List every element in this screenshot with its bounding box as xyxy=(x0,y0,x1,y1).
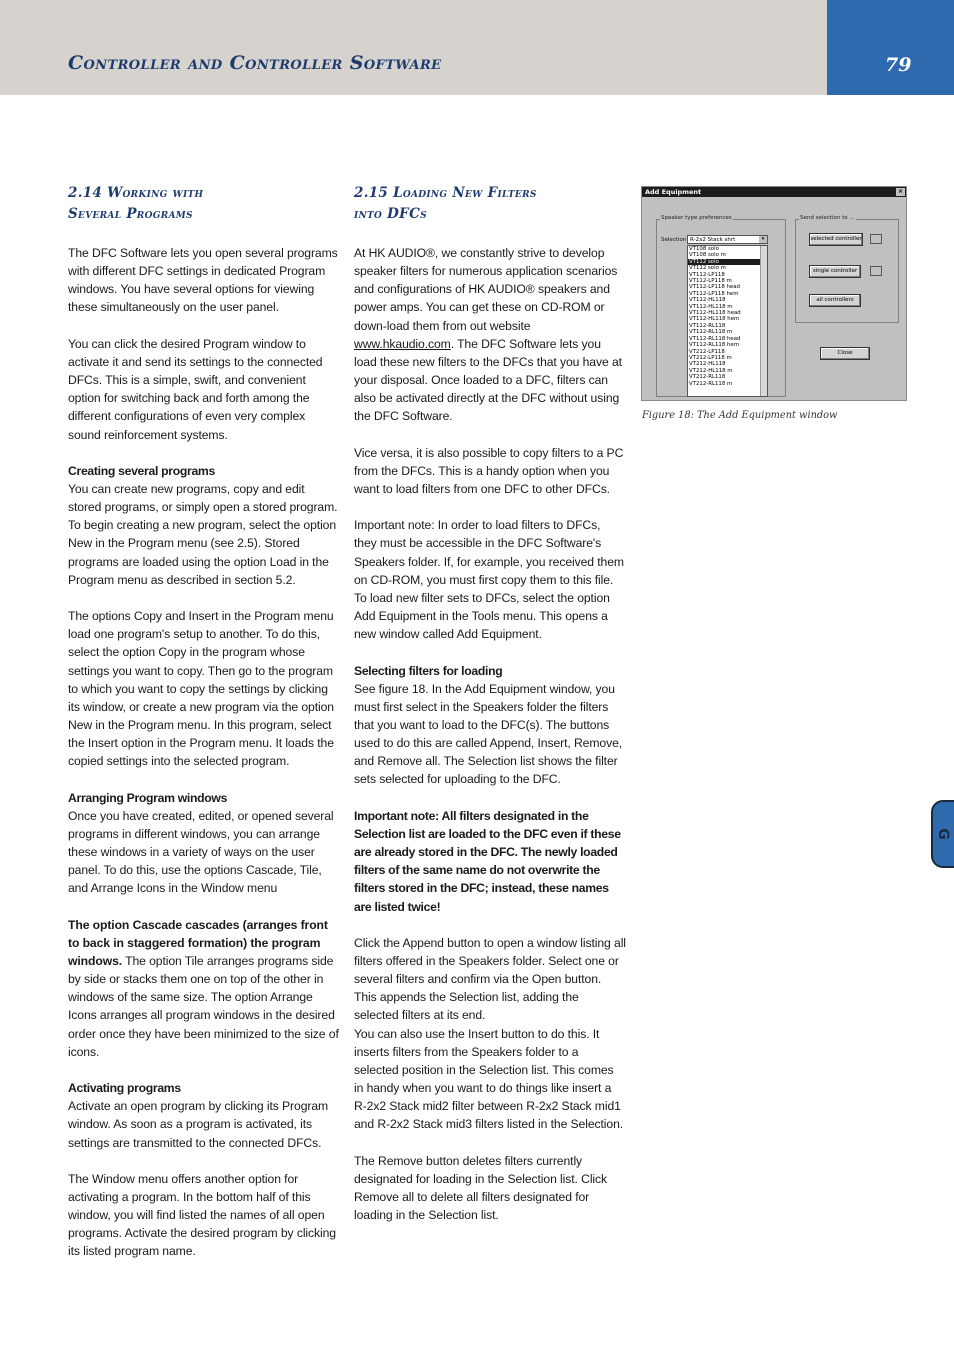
group-label: Speaker type preferences xyxy=(661,215,732,221)
bold-statement: The option Cascade cascades (arranges front to back in staggered formation) the program windows. xyxy=(68,917,328,969)
window-titlebar xyxy=(642,187,906,197)
paragraph: Once you have created, edited, or opened several programs in different windows, you can arrange these windows in a variety of ways on the user panel. To do this, use the options Cascade, Tile, and Arrange Icons in the Window menu xyxy=(68,808,334,896)
list-item[interactable]: VT112-HL118 m xyxy=(689,303,733,310)
chevron-down-icon[interactable]: ▾ xyxy=(759,236,767,243)
close-icon[interactable]: × xyxy=(897,188,904,195)
page-number-box xyxy=(827,0,954,95)
section-215-title-line2: into DFCs xyxy=(354,206,427,222)
list-item[interactable]: VT108 solo m xyxy=(689,252,726,259)
paragraph: The Remove button deletes filters currently designated for loading in the Selection list. Click Remove all to delete all filters designated for loading in the Selection list. xyxy=(354,1153,608,1223)
subheading-creating: Creating several programs xyxy=(68,463,215,478)
section-215-title-line1: 2.15 Loading New Filters xyxy=(354,185,537,201)
single-controller-checkbox[interactable] xyxy=(870,266,882,276)
selection-dropdown[interactable] xyxy=(687,235,768,244)
all-controllers-button[interactable]: all controllers xyxy=(809,294,861,307)
paragraph: Click the Append button to open a window listing all filters offered in the Speakers folder. Select one or several filters and confirm via the Open button. This appends the Selection list, adding the selected filters at its end. xyxy=(354,935,626,1023)
list-item[interactable]: VT212-RL118 m xyxy=(689,380,733,387)
paragraph: You can create new programs, copy and edit stored programs, or simply open a stored program. To begin creating a new program, select the option New in the Program menu (see 2.5). Stored programs are loaded using the option Load in the Program menu as described in section 5.2. xyxy=(68,482,338,587)
list-item[interactable]: VT112-RL118 hem xyxy=(689,342,739,349)
paragraph xyxy=(354,244,626,426)
section-214-title-line2: Several Programs xyxy=(68,206,193,222)
figure-caption: Figure 18: The Add Equipment window xyxy=(642,410,838,421)
window-title: Add Equipment xyxy=(645,188,702,196)
language-tab-label: G xyxy=(934,828,951,840)
list-item[interactable]: VT112-HL118 hem xyxy=(689,316,740,323)
list-item[interactable]: VT112-LP118 hem xyxy=(689,290,739,297)
list-item[interactable]: VT112-RL118 head xyxy=(689,335,741,342)
group-label: Send selection to ... xyxy=(800,215,855,221)
paragraph: The DFC Software lets you open several programs with different DFC settings in dedicated Program windows. You have several options for viewing these simultaneously on the user panel. xyxy=(68,246,338,315)
section-214-title-line1: 2.14 Working with xyxy=(68,185,204,201)
list-item[interactable]: VT212-HL118 xyxy=(689,361,726,368)
selection-value: R-2x2 Stack shrt xyxy=(690,237,736,243)
paragraph: You can also use the Insert button to do this. It inserts filters from the Speakers folder to a selected position in the Selection list. This comes in handy when you want to do things like insert a R-2x2 Stack mid2 filter between R-2x2 Stack mid1 and R-2x2 Stack mid3 filters listed in the Selection. xyxy=(354,1026,624,1132)
language-tab xyxy=(931,800,954,868)
paragraph-rest: The option Tile arranges programs side by side or stacks them one on top of the other in windows of the same size. The option Arrange Icons arranges all program windows in the desired order once they have been minimized to the size of icons. xyxy=(68,954,339,1059)
listbox-scrollbar[interactable] xyxy=(760,246,767,396)
selection-label: Selection xyxy=(661,237,687,243)
list-item[interactable]: VT112-RL118 m xyxy=(689,329,733,336)
column-left xyxy=(68,244,340,1261)
paragraph: The Window menu offers another option for activating a program. In the bottom half of this window, you will find listed the names of all open programs. Activate the desired program by clicking its listed program name. xyxy=(68,1171,336,1259)
paragraph xyxy=(68,916,340,1061)
list-item[interactable]: VT112-HL118 head xyxy=(689,310,741,317)
single-controller-button[interactable]: single controller xyxy=(809,265,861,278)
list-item[interactable]: VT212-LP118 xyxy=(689,348,725,355)
paragraph: Vice versa, it is also possible to copy filters to a PC from the DFCs. This is a handy option when you want to load filters from one DFC to other DFCs. xyxy=(354,445,624,497)
subheading-arranging: Arranging Program windows xyxy=(68,790,228,805)
subheading-selecting: Selecting filters for loading xyxy=(354,663,503,678)
filter-listbox[interactable] xyxy=(687,245,768,397)
list-item[interactable]: VT212-HL118 m xyxy=(689,367,733,374)
filter-list xyxy=(688,246,767,387)
column-middle xyxy=(354,244,626,1224)
paragraph: The options Copy and Insert in the Program menu load one program's setup to another. To do this, select the option Copy in the program whose settings you want to copy. Then go to the program to which you want to copy the settings by clicking its window, or create a new program via the option New in the Program menu. In this program, select the Insert option in the Program menu. It loads the copied settings into the selected program. xyxy=(68,609,334,769)
list-item[interactable]: VT212-RL118 xyxy=(689,374,726,381)
list-item[interactable]: VT112-HL118 xyxy=(689,297,726,304)
text: At HK AUDIO®, we constantly strive to develop speaker filters for numerous application scenarios and configurations of HK AUDIO® speakers and power amps. You can get these on CD-ROM or down-load them from out website xyxy=(354,246,618,333)
section-215-title xyxy=(354,183,624,225)
list-item[interactable]: VT112-RL118 xyxy=(689,322,726,329)
text: . The DFC Software lets you load these new filters to the DFCs that you have at your disposal. Once loaded to a DFC, filters can also be activated directly at the DFC without using the DFC Software. xyxy=(354,336,622,424)
selected-controller-checkbox[interactable] xyxy=(870,234,882,244)
header-band xyxy=(0,0,827,95)
subheading-activating: Activating programs xyxy=(68,1081,181,1096)
list-item[interactable]: VT112 solo m xyxy=(689,265,726,272)
paragraph: You can click the desired Program window to activate it and send its settings to the connected DFCs. This is a simple, swift, and convenient option for switching back and forth among the different configurations of even very complex sound reinforcement systems. xyxy=(68,336,323,442)
list-item[interactable]: VT212-LP118 m xyxy=(689,354,732,361)
close-button[interactable]: Close xyxy=(820,347,870,360)
selected-controller-button[interactable]: selected controller xyxy=(809,233,863,246)
website-link[interactable]: www.hkaudio.com xyxy=(354,336,451,351)
paragraph: See figure 18. In the Add Equipment window, you must first select in the Speakers folder the filters that you want to load to the DFC(s). The buttons used to do this are called Append, Insert, Remove, and Remove all. The Selection list shows the filter sets selected for uploading to the DFC. xyxy=(354,681,623,787)
important-note: Important note: All filters designated in the Selection list are loaded to the DFC even if these are already stored in the DFC. The newly loaded filters of the same name do not overwrite the filters stored in the DFC; instead, these names are listed twice! xyxy=(354,808,621,914)
page-title: Controller and Controller Software xyxy=(68,52,442,74)
list-item[interactable]: VT112 solo xyxy=(688,259,760,265)
page-number: 79 xyxy=(885,54,912,76)
list-item[interactable]: VT108 solo xyxy=(689,246,719,252)
list-item[interactable]: VT112-LP118 m xyxy=(689,278,732,285)
section-214-title xyxy=(68,183,338,225)
add-equipment-window xyxy=(641,186,907,401)
paragraph: Important note: In order to load filters to DFCs, they must be accessible in the DFC Software's Speakers folder. If, for example, you received them on CD-ROM, you must first copy them to this file. To load new filter sets to DFCs, select the option Add Equipment in the Tools menu. This opens a new window called Add Equipment. xyxy=(354,518,624,642)
paragraph: Activate an open program by clicking its Program window. As soon as a program is activated, its settings are transmitted to the connected DFCs. xyxy=(68,1099,329,1150)
list-item[interactable]: VT112-LP118 xyxy=(689,271,725,278)
list-item[interactable]: VT112-LP118 head xyxy=(689,284,740,291)
